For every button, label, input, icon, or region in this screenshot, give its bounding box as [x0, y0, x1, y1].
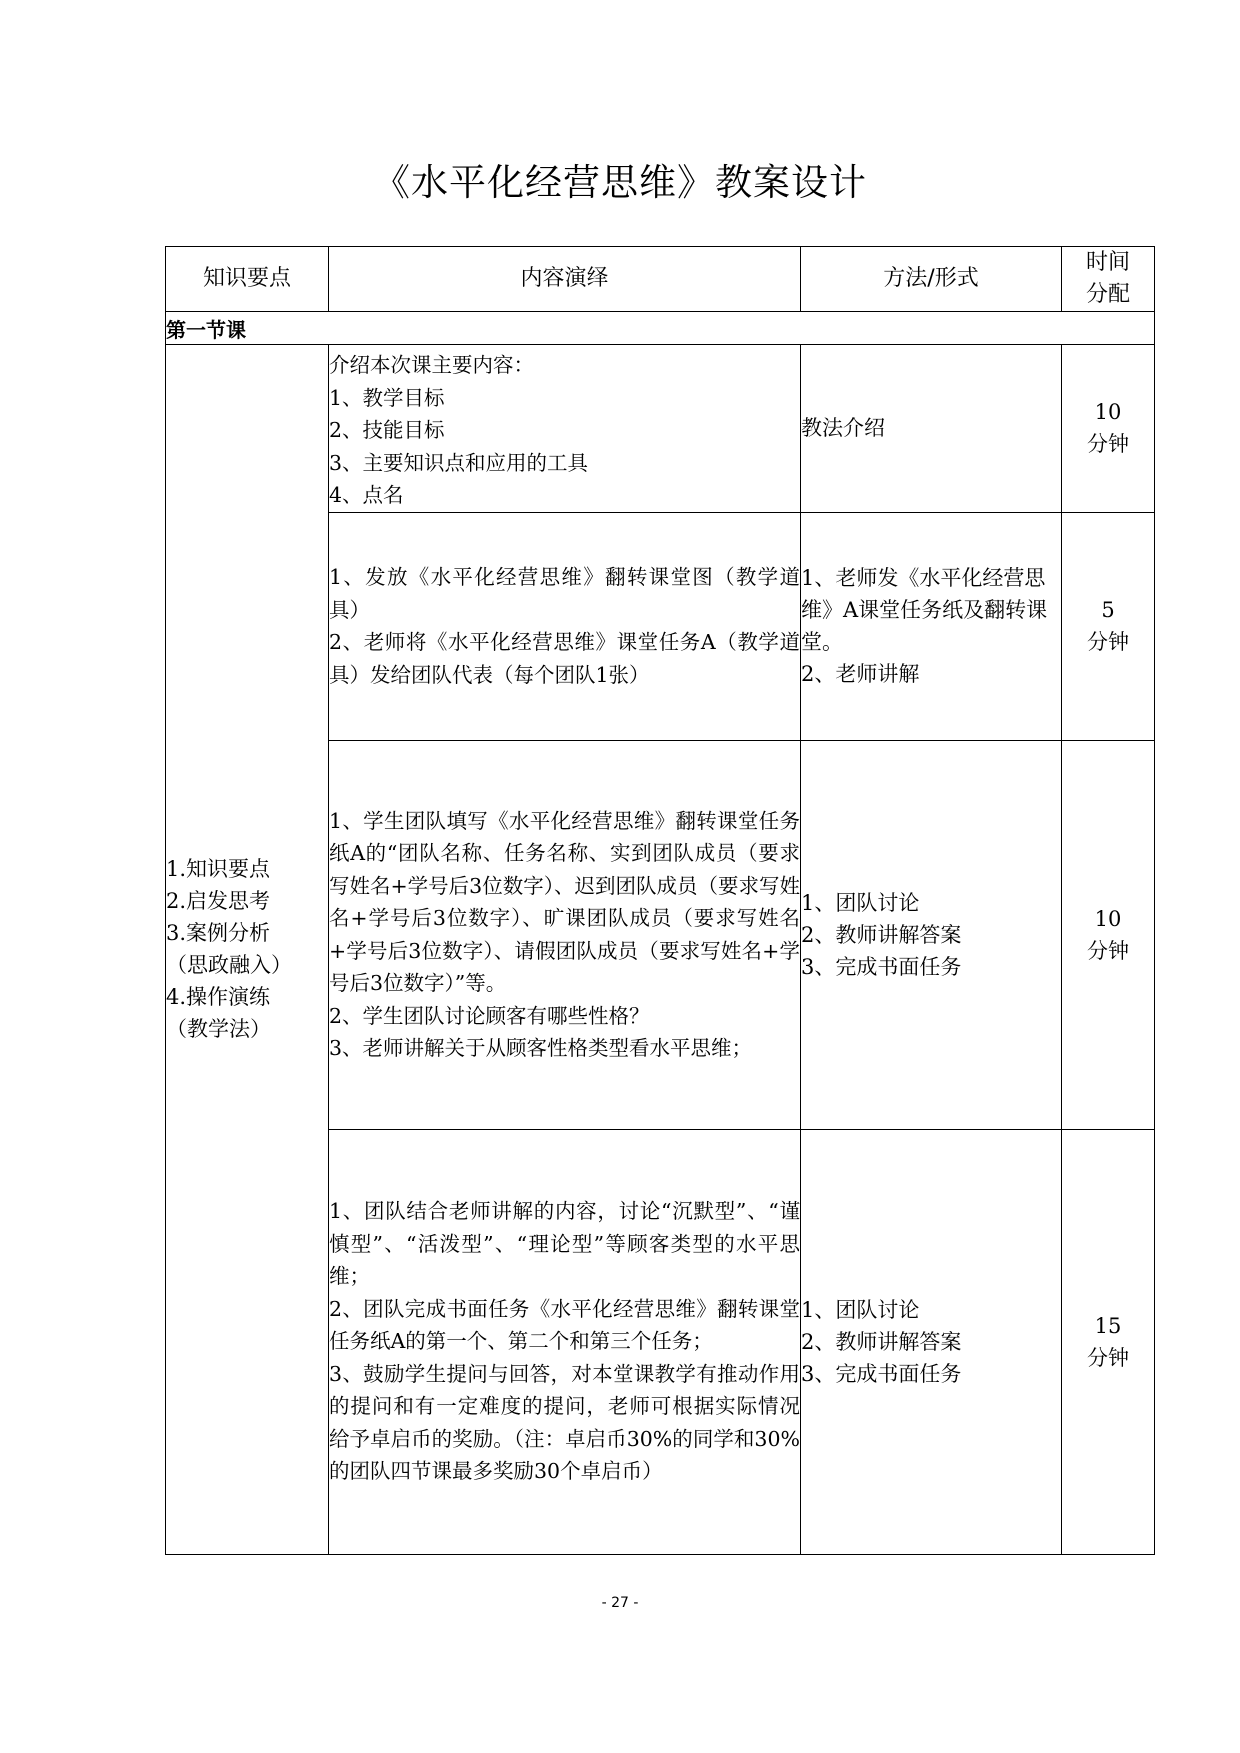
content-line: 1、发放《水平化经营思维》翻转课堂图（教学道具）: [329, 565, 800, 622]
time-value: 15: [1094, 1313, 1122, 1338]
content-line: 3、主要知识点和应用的工具: [329, 450, 589, 475]
page-title: 《水平化经营思维》教案设计: [373, 161, 867, 204]
time-cell: [1062, 1129, 1155, 1554]
method-line: 3、完成书面任务: [801, 1361, 962, 1386]
time-cell: [1062, 740, 1155, 1129]
knowledge-point: （教学法）: [166, 1017, 271, 1042]
content-cell: [329, 345, 801, 513]
content-line: 3、老师讲解关于从顾客性格类型看水平思维；: [329, 1036, 753, 1060]
method-line: 3、完成书面任务: [801, 954, 962, 979]
method-line: 2、老师讲解: [801, 662, 920, 686]
content-line: 介绍本次课主要内容：: [329, 353, 534, 377]
time-cell: [1062, 512, 1155, 740]
lesson-plan-table: [165, 246, 1155, 1555]
time-unit: 分钟: [1087, 938, 1129, 963]
table-row: [166, 345, 1155, 513]
time-unit: 分钟: [1087, 432, 1129, 457]
knowledge-points-cell: [166, 345, 329, 1555]
header-time-line1: 时间: [1085, 250, 1130, 275]
method-cell: [801, 345, 1062, 513]
knowledge-point: （思政融入）: [166, 953, 292, 978]
header-knowledge: 知识要点: [166, 247, 329, 312]
time-cell: [1062, 345, 1155, 513]
method-cell: [801, 512, 1062, 740]
time-unit: 分钟: [1087, 630, 1129, 654]
section-label: 第一节课: [166, 312, 1155, 345]
method-line: 教法介绍: [801, 416, 885, 441]
knowledge-point: 3.案例分析: [166, 921, 271, 946]
time-value: 10: [1094, 906, 1122, 931]
page-number: - 27 -: [601, 1595, 639, 1611]
content-cell: [329, 1129, 801, 1554]
content-line: 4、点名: [329, 483, 404, 507]
content-line: 2、团队完成书面任务《水平化经营思维》翻转课堂任务纸A的第一个、第二个和第三个任务；: [329, 1296, 800, 1354]
time-unit: 分钟: [1087, 1345, 1129, 1370]
header-content: 内容演绎: [329, 247, 801, 312]
method-cell: [801, 740, 1062, 1129]
content-line: 2、学生团队讨论顾客有哪些性格？: [329, 1003, 650, 1028]
table-header-row: [166, 247, 1155, 312]
knowledge-point: 4.操作演练: [166, 985, 271, 1010]
content-line: 2、技能目标: [329, 418, 445, 442]
knowledge-point: 1.知识要点: [166, 857, 271, 882]
header-time: [1062, 247, 1155, 312]
content-cell: [329, 512, 801, 740]
method-line: 1、老师发《水平化经营思维》A课堂任务纸及翻转课堂。: [801, 566, 1048, 654]
section-row: [166, 312, 1155, 345]
content-cell: [329, 740, 801, 1129]
content-line: 1、学生团队填写《水平化经营思维》翻转课堂任务纸A的“团队名称、任务名称、实到团队成员（要求写姓名+学号后3位数字）、迟到团队成员（要求写姓名+学号后3位数字）、旷课团队成员（要求写姓名+学号后3位数字）、请假团队成员（要求写姓名+学号后3位数字）”等。: [329, 808, 800, 995]
method-line: 1、团队讨论: [801, 1297, 920, 1322]
method-line: 2、教师讲解答案: [801, 1329, 962, 1354]
method-cell: [801, 1129, 1062, 1554]
content-line: 1、教学目标: [329, 385, 445, 410]
content-line: 2、老师将《水平化经营思维》课堂任务A（教学道具）发给团队代表（每个团队1张）: [329, 630, 800, 687]
header-method: 方法/形式: [801, 247, 1062, 312]
content-line: 1、团队结合老师讲解的内容，讨论“沉默型”、“谨慎型”、“活泼型”、“理论型”等顾客类型的水平思维；: [329, 1199, 800, 1289]
knowledge-point: 2.启发思考: [166, 889, 271, 914]
header-time-line2: 分配: [1085, 282, 1130, 307]
time-value: 10: [1094, 400, 1122, 425]
method-line: 2、教师讲解答案: [801, 922, 962, 947]
content-line: 3、鼓励学生提问与回答，对本堂课教学有推动作用的提问和有一定难度的提问，老师可根据实际情况给予卓启币的奖励。（注：卓启币30%的同学和30%的团队四节课最多奖励30个卓启币）: [329, 1361, 800, 1484]
method-line: 1、团队讨论: [801, 890, 920, 915]
time-value: 5: [1101, 598, 1115, 622]
